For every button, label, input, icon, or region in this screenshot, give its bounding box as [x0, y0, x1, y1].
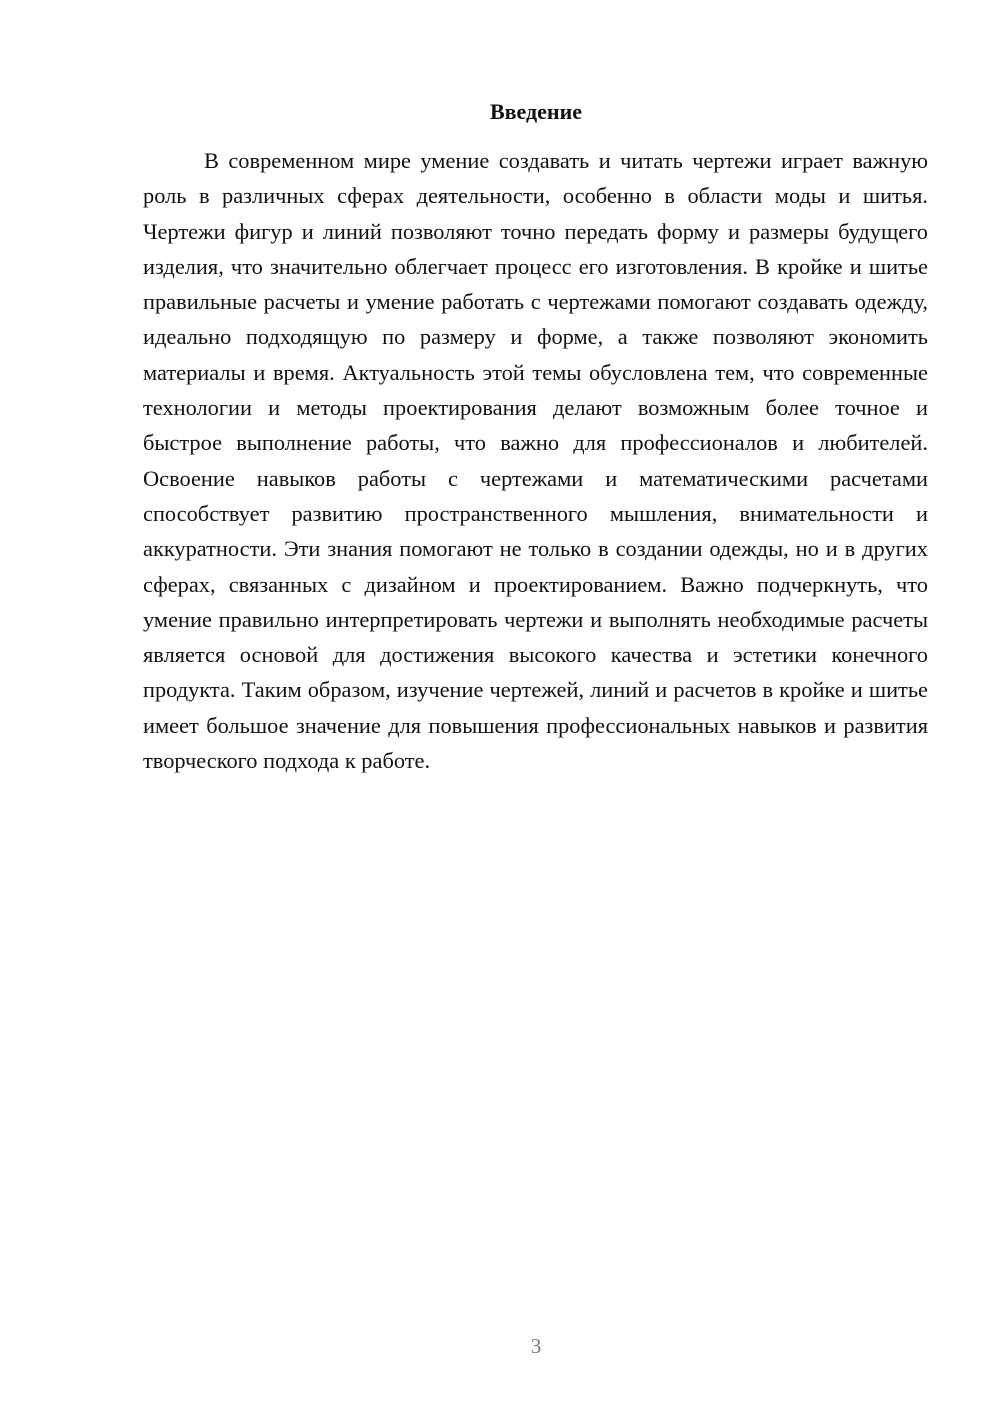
page-number: 3 [530, 1334, 542, 1358]
intro-paragraph: В современном мире умение создавать и читать чертежи играет важную роль в различных сферах деятельности, особенно в области моды и шитья. Чертежи фигур и линий позволяют точно передать форму и размеры будущего изделия, что значительно облегчает процесс его изготовления. В кройке и шитье правильные расчеты и умение работать с чертежами помогают создавать одежду, идеально подходящую по размеру и форме, а также позволяют экономить материалы и время. Актуальность этой темы обусловлена тем, что современные технологии и методы проектирования делают возможным более точное и быстрое выполнение работы, что важно для профессионалов и любителей. Освоение навыков работы с чертежами и математическими расчетами способствует развитию пространственного мышления, внимательности и аккуратности. Эти знания помогают не только в создании одежды, но и в других сферах, связанных с дизайном и проектированием. Важно подчеркнуть, что умение правильно интерпретировать чертежи и выполнять необходимые расчеты является основой для достижения высокого качества и эстетики конечного продукта. Таким образом, изучение чертежей, линий и расчетов в кройке и шитье имеет большое значение для повышения профессиональных навыков и развития творческого подхода к работе. [143, 148, 928, 774]
page-title: Введение [489, 99, 583, 124]
